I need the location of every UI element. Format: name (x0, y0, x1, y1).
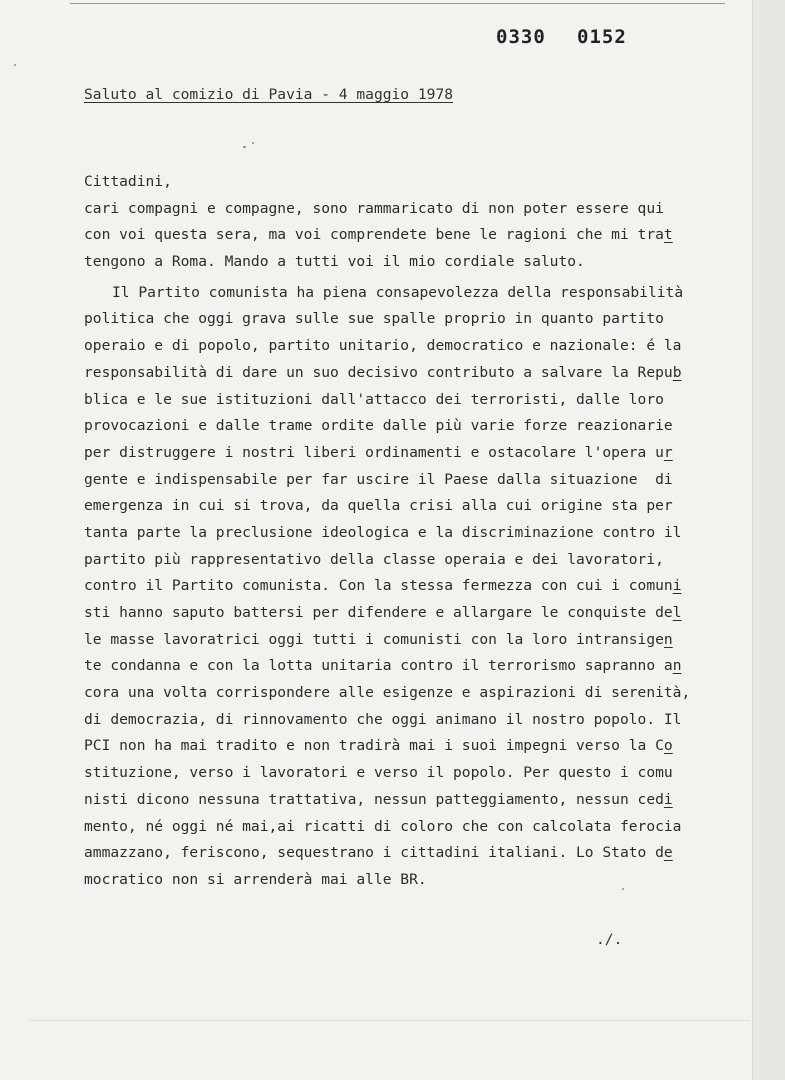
continuation-mark: ./. (596, 931, 623, 948)
text-line-main: provocazioni e dalle trame ordite dalle più varie forze reazionarie (84, 417, 673, 435)
hyphen-break-underlined: l (672, 604, 682, 621)
text-line-main: di democrazia, di rinnovamento che oggi animano il nostro popolo. Il (84, 710, 682, 728)
text-line (84, 249, 744, 276)
text-line-main: partito più rappresentativo della classe operaia e dei lavoratori, (84, 550, 664, 568)
text-line-main: tengono a Roma. Mando a tutti voi il mio cordiale saluto. (84, 253, 585, 271)
text-line (84, 387, 744, 414)
text-line-main: contro il Partito comunista. Con la stessa fermezza con cui i comun (84, 577, 673, 595)
document-title: Saluto al comizio di Pavia - 4 maggio 1978 (84, 86, 454, 103)
text-line-main: cari compagni e compagne, sono rammaricato di non poter essere qui (84, 199, 664, 217)
text-line (84, 547, 744, 574)
hyphen-break-underlined: e (663, 844, 673, 862)
text-line-main: Il Partito comunista ha piena consapevolezza della responsabilità (112, 283, 684, 301)
text-line (84, 733, 744, 760)
paper-speck (14, 64, 16, 66)
text-line-main: nisti dicono nessuna trattativa, nessun patteggiamento, nessun ced (84, 790, 664, 808)
text-line-main: stituzione, verso i lavoratori e verso il popolo. Per questo i comu (84, 764, 673, 782)
text-line-main: emergenza in cui si trova, da quella crisi alla cui origine sta per (84, 497, 673, 515)
text-line-main: responsabilità di dare un suo decisivo contributo a salvare la Repu (84, 363, 673, 381)
text-line (84, 627, 744, 654)
text-line (84, 787, 744, 814)
text-line-main: blica e le sue istituzioni dall'attacco dei terroristi, dalle loro (84, 390, 664, 408)
text-line (84, 867, 744, 894)
text-line-main: tanta parte la preclusione ideologica e la discriminazione contro il (84, 523, 682, 541)
text-line-main: mento, né oggi né mai,ai ricatti di coloro che con calcolata ferocia (84, 817, 682, 835)
bottom-edge-rule (30, 1020, 750, 1021)
text-line-main: le masse lavoratrici oggi tutti i comunisti con la loro intransige (84, 630, 664, 648)
hyphen-break-underlined: o (663, 737, 673, 755)
text-line (84, 222, 744, 249)
text-line (84, 306, 744, 333)
salutation: Cittadini, (84, 173, 172, 190)
text-line (84, 440, 744, 467)
text-line-main: cora una volta corrispondere alle esigenze e aspirazioni di serenità, (84, 684, 691, 702)
text-line (84, 600, 744, 627)
text-line-main: ammazzano, feriscono, sequestrano i cittadini italiani. Lo Stato d (84, 844, 664, 862)
hyphen-break-underlined: b (672, 363, 682, 381)
text-line-main: sti hanno saputo battersi per difendere e allargare le conquiste de (84, 604, 673, 621)
text-line (84, 520, 744, 547)
hyphen-break-underlined: i (672, 577, 682, 595)
text-line-main: te condanna e con la lotta unitaria contro il terrorismo sapranno a (84, 657, 673, 675)
text-line (84, 467, 744, 494)
paper-speck (243, 146, 246, 148)
text-line (84, 333, 744, 360)
text-line (84, 707, 744, 734)
text-line (84, 360, 744, 387)
text-line (84, 573, 744, 600)
text-line-main: mocratico non si arrenderà mai alle BR. (84, 870, 427, 888)
archive-number-secondary: 0152 (577, 26, 627, 48)
text-line-main: per distruggere i nostri liberi ordinamenti e ostacolare l'opera u (84, 443, 664, 461)
paper-speck (622, 888, 624, 890)
text-line (84, 760, 744, 787)
text-line-main: politica che oggi grava sulle sue spalle proprio in quanto partito (84, 310, 664, 328)
text-line (84, 653, 744, 680)
letter-body (84, 169, 744, 894)
text-line (84, 493, 744, 520)
hyphen-break-underlined: n (663, 630, 673, 648)
text-line (84, 840, 744, 867)
text-line (84, 814, 744, 841)
archive-number-primary: 0330 (496, 26, 546, 48)
top-edge-rule (70, 3, 725, 4)
text-line (84, 280, 744, 307)
text-line (84, 680, 744, 707)
text-lines (84, 196, 744, 894)
text-line-main: PCI non ha mai tradito e non tradirà mai i suoi impegni verso la C (84, 737, 664, 755)
hyphen-break-underlined: i (663, 790, 673, 808)
hyphen-break-underlined: n (672, 657, 682, 675)
text-line-main: operaio e di popolo, partito unitario, democratico e nazionale: é la (84, 337, 682, 355)
text-line-main: con voi questa sera, ma voi comprendete bene le ragioni che mi tra (84, 226, 664, 244)
text-line (84, 413, 744, 440)
text-line (84, 196, 744, 223)
hyphen-break-underlined: t (663, 226, 673, 244)
text-line-main: gente e indispensabile per far uscire il Paese dalla situazione di (84, 470, 673, 488)
paper-speck (252, 142, 254, 144)
hyphen-break-underlined: r (663, 443, 673, 461)
